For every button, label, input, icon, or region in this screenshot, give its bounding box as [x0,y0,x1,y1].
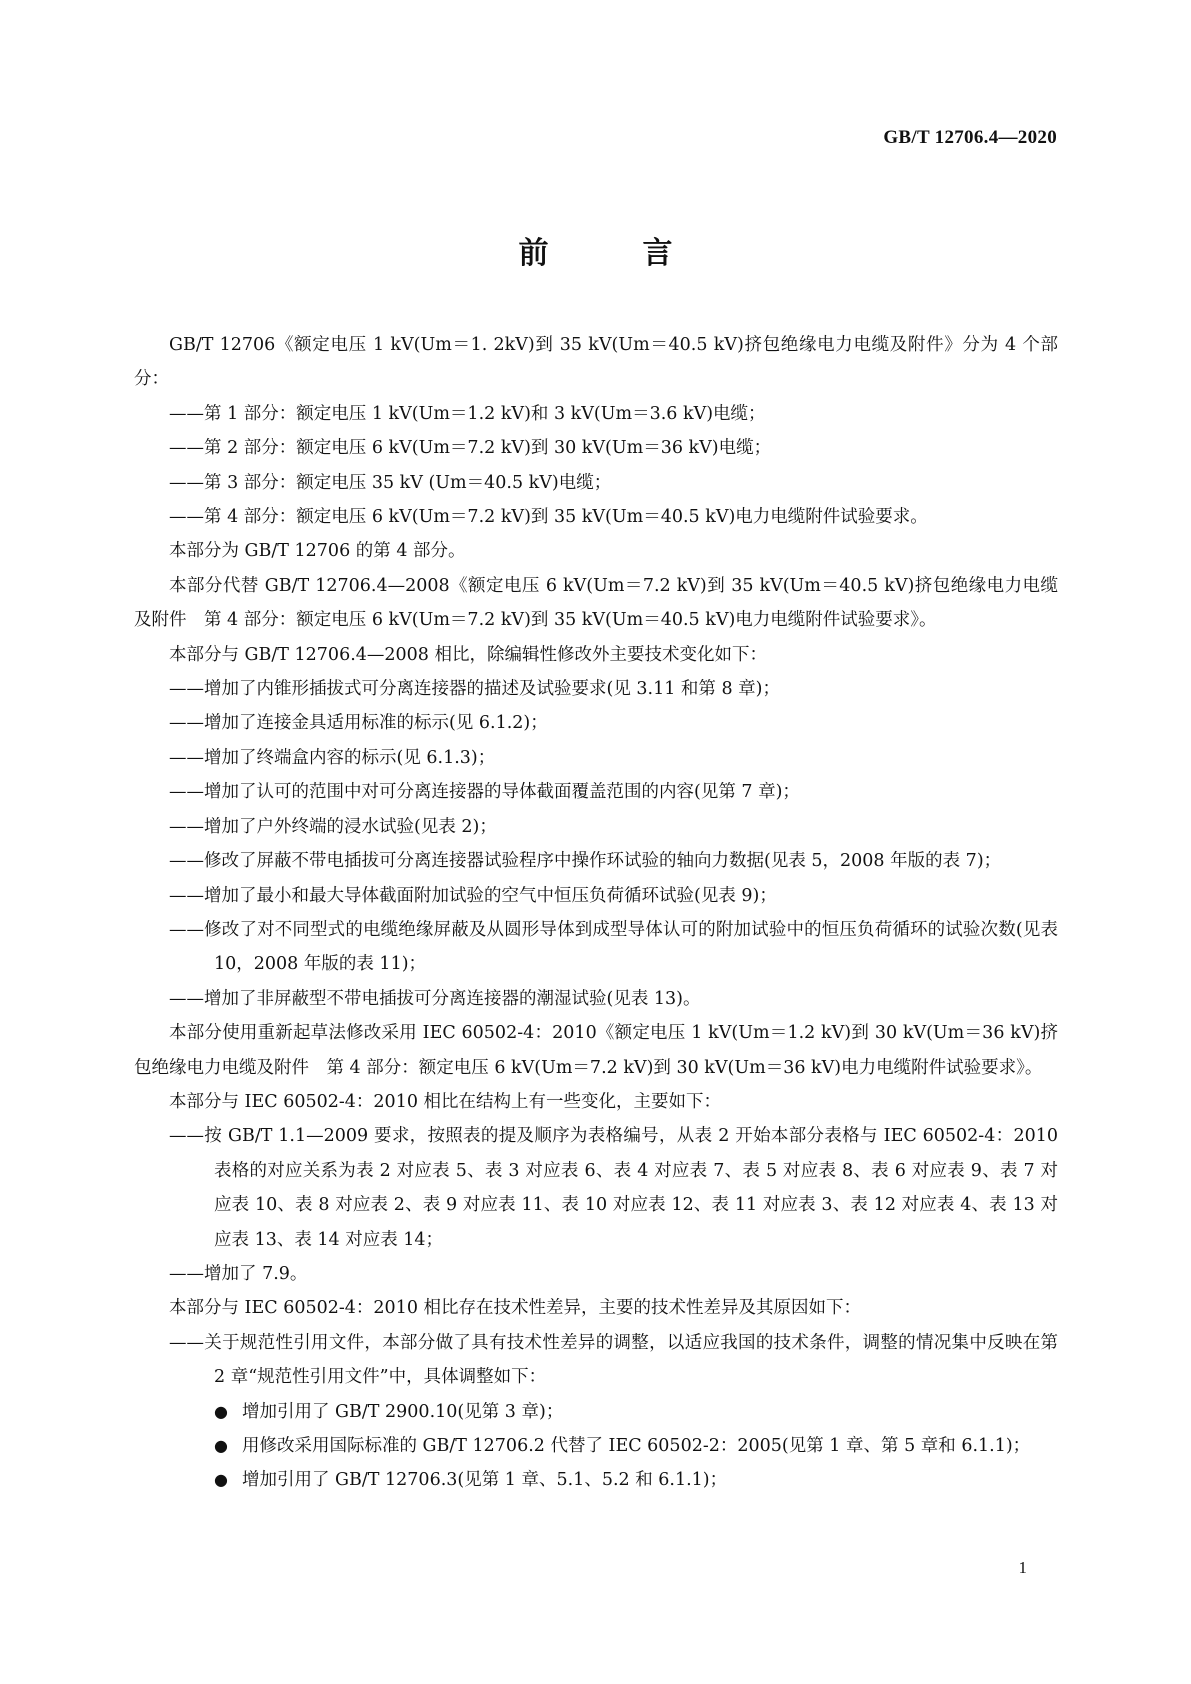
dash-item: ——修改了对不同型式的电缆绝缘屏蔽及从圆形导体到成型导体认可的附加试验中的恒压负荷循环的试验次数(见表 10，2008 年版的表 11)； [169,919,1058,975]
bullet-dot-icon: ● [214,1470,228,1490]
dash-item: ——第 2 部分：额定电压 6 kV(Um＝7.2 kV)到 30 kV(Um＝36 kV)电缆； [169,438,772,459]
dash-item: ——增加了终端盒内容的标示(见 6.1.3)； [169,747,496,768]
bullet-item [134,1429,1058,1463]
dash-item: ——增加了内锥形插拔式可分离连接器的描述及试验要求(见 3.11 和第 8 章)； [169,679,781,700]
paragraph: 本部分使用重新起草法修改采用 IEC 60502-4：2010《额定电压 1 kV(Um＝1.2 kV)到 30 kV(Um＝36 kV)挤包绝缘电力电缆及附件 第 4 部分：额定电压 6 kV(Um＝7.2 kV)到 30 kV(Um＝36 kV)电力电缆附件试验要求》。 [134,1023,1058,1078]
document-body [134,328,1058,1498]
paragraph: 本部分与 IEC 60502-4：2010 相比在结构上有一些变化，主要如下： [169,1091,722,1112]
dash-item: ——按 GB/T 1.1—2009 要求，按照表的提及顺序为表格编号，从表 2 开始本部分表格与 IEC 60502-4：2010 表格的对应关系为表 2 对应表 5、表 3 对应表 6、表 4 对应表 7、表 5 对应表 8、表 6 对应表 9、表 7 对应表 10、表 8 对应表 2、表 9 对应表 11、表 10 对应表 12、表 11 对应表 3、表 12 对应表 4、表 13 对应表 13、表 14 对应表 14； [169,1126,1058,1250]
bullet-item [134,1395,1058,1429]
dash-item: ——第 3 部分：额定电压 35 kV (Um＝40.5 kV)电缆； [169,472,612,493]
dash-item: ——关于规范性引用文件，本部分做了具有技术性差异的调整，以适应我国的技术条件，调整的情况集中反映在第 2 章“规范性引用文件”中，具体调整如下： [169,1332,1058,1388]
dash-item: ——增加了户外终端的浸水试验(见表 2)； [169,816,497,837]
paragraph: GB/T 12706《额定电压 1 kV(Um＝1. 2kV)到 35 kV(Um＝40.5 kV)挤包绝缘电力电缆及附件》分为 4 个部分： [134,335,1058,390]
bullet-text: 增加引用了 GB/T 2900.10(见第 3 章)； [242,1401,564,1422]
dash-item: ——第 4 部分：额定电压 6 kV(Um＝7.2 kV)到 35 kV(Um＝40.5 kV)电力电缆附件试验要求。 [169,507,928,528]
dash-item: ——增加了 7.9。 [169,1263,308,1284]
bullet-text: 增加引用了 GB/T 12706.3(见第 1 章、5.1、5.2 和 6.1.1)； [242,1470,728,1491]
bullet-dot-icon: ● [214,1401,228,1421]
bullet-dot-icon: ● [214,1436,228,1455]
bullet-item [134,1463,1058,1497]
page-number: 1 [1018,1558,1027,1577]
bullet-text: 用修改采用国际标准的 GB/T 12706.2 代替了 IEC 60502-2：2005(见第 1 章、第 5 章和 6.1.1)； [242,1436,1031,1456]
paragraph: 本部分与 GB/T 12706.4—2008 相比，除编辑性修改外主要技术变化如下： [169,644,767,665]
dash-item: ——增加了非屏蔽型不带电插拔可分离连接器的潮湿试验(见表 13)。 [169,988,701,1009]
dash-item: ——修改了屏蔽不带电插拔可分离连接器试验程序中操作环试验的轴向力数据(见表 5，2008 年版的表 7)； [169,851,1002,872]
dash-item: ——第 1 部分：额定电压 1 kV(Um＝1.2 kV)和 3 kV(Um＝3.6 kV)电缆； [169,403,766,424]
dash-item: ——增加了连接金具适用标准的标示(见 6.1.2)； [169,713,548,734]
paragraph: 本部分与 IEC 60502-4：2010 相比存在技术性差异，主要的技术性差异及其原因如下： [169,1298,862,1319]
standard-number: GB/T 12706.4—2020 [883,127,1057,148]
dash-item: ——增加了最小和最大导体截面附加试验的空气中恒压负荷循环试验(见表 9)； [169,885,777,906]
dash-item: ——增加了认可的范围中对可分离连接器的导体截面覆盖范围的内容(见第 7 章)； [169,782,800,803]
paragraph: 本部分为 GB/T 12706 的第 4 部分。 [169,541,466,562]
paragraph: 本部分代替 GB/T 12706.4—2008《额定电压 6 kV(Um＝7.2 kV)到 35 kV(Um＝40.5 kV)挤包绝缘电力电缆及附件 第 4 部分：额定电压 6 kV(Um＝7.2 kV)到 35 kV(Um＝40.5 kV)电力电缆附件试验要求》。 [134,575,1058,631]
page-title: 前 言 [518,236,705,271]
